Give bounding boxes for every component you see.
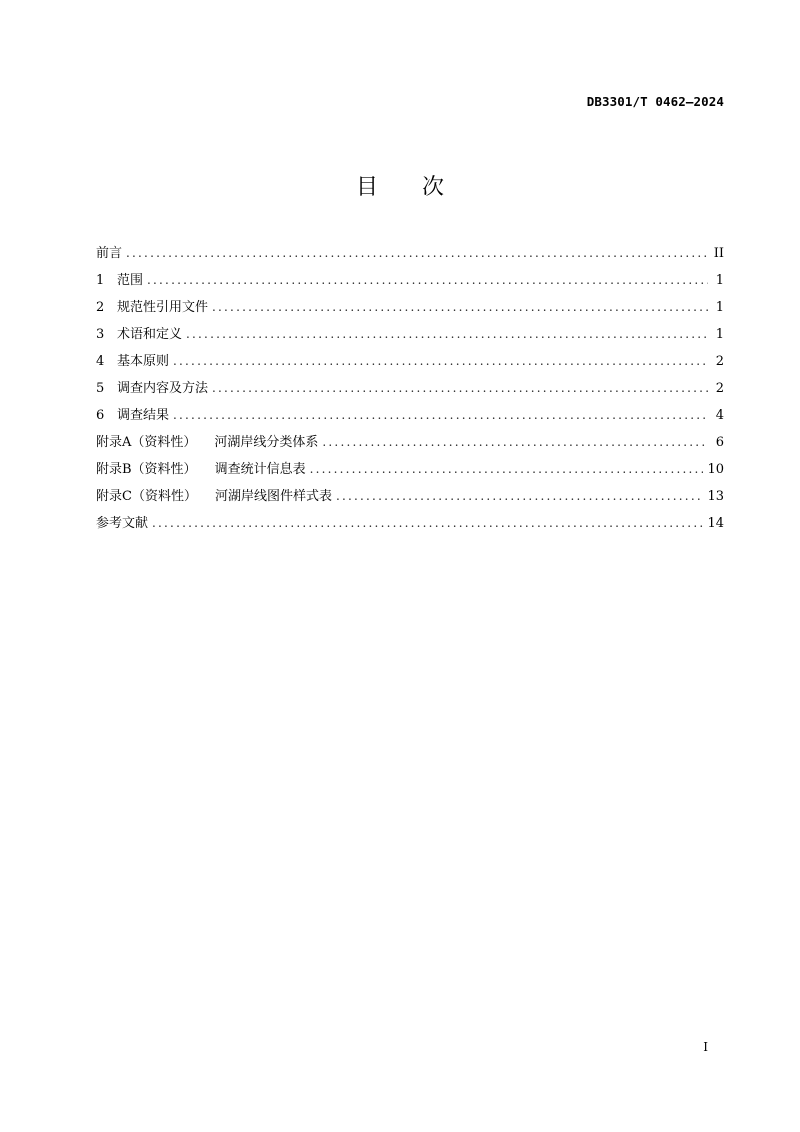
toc-entry-appendix-b[interactable] bbox=[96, 458, 724, 485]
toc-entry-number: 5 bbox=[96, 381, 105, 396]
toc-entry-page: 1 bbox=[715, 327, 724, 342]
toc-title bbox=[0, 170, 800, 201]
toc-entry-terms-definitions[interactable] bbox=[96, 323, 724, 350]
toc-entry-page: 2 bbox=[715, 354, 724, 369]
toc-entry-survey-results[interactable] bbox=[96, 404, 724, 431]
table-of-contents bbox=[96, 242, 724, 539]
toc-leader-dots bbox=[147, 273, 708, 287]
toc-leader-dots bbox=[212, 300, 708, 314]
toc-entry-scope[interactable] bbox=[96, 269, 724, 296]
toc-entry-label: 调查结果 bbox=[117, 408, 170, 423]
toc-entry-page: 6 bbox=[715, 435, 724, 450]
appendix-title: 调查统计信息表 bbox=[214, 462, 306, 477]
toc-entry-normative-references[interactable] bbox=[96, 296, 724, 323]
toc-entry-appendix-c[interactable] bbox=[96, 485, 724, 512]
appendix-title: 河湖岸线图件样式表 bbox=[214, 489, 332, 504]
appendix-designation: 附录C（资料性） bbox=[96, 489, 197, 504]
toc-leader-dots bbox=[173, 354, 708, 368]
document-code: DB3301/T 0462—2024 bbox=[586, 94, 724, 109]
toc-entry-page: 4 bbox=[715, 408, 724, 423]
appendix-designation: 附录A（资料性） bbox=[96, 435, 197, 450]
toc-entry-label: 范围 bbox=[117, 273, 144, 288]
appendix-title: 河湖岸线分类体系 bbox=[214, 435, 319, 450]
toc-leader-dots bbox=[126, 246, 708, 260]
toc-entry-label bbox=[96, 431, 318, 450]
page-number: I bbox=[703, 1040, 708, 1054]
toc-leader-dots bbox=[173, 408, 708, 422]
toc-entry-page: 2 bbox=[715, 381, 724, 396]
toc-title-char-1: 目 bbox=[355, 175, 378, 200]
toc-leader-dots bbox=[152, 516, 703, 530]
toc-entry-page: 10 bbox=[707, 462, 724, 477]
toc-entry-label: 调查内容及方法 bbox=[117, 381, 209, 396]
toc-leader-dots bbox=[336, 489, 703, 503]
toc-entry-number: 3 bbox=[96, 327, 105, 342]
toc-entry-basic-principles[interactable] bbox=[96, 350, 724, 377]
toc-entry-number: 6 bbox=[96, 408, 105, 423]
toc-entry-number: 4 bbox=[96, 354, 105, 369]
toc-entry-page: 14 bbox=[707, 516, 724, 531]
toc-entry-page: 1 bbox=[715, 273, 724, 288]
toc-leader-dots bbox=[310, 462, 704, 476]
toc-entry-label bbox=[96, 458, 306, 477]
toc-entry-page: 1 bbox=[715, 300, 724, 315]
toc-entry-survey-content-methods[interactable] bbox=[96, 377, 724, 404]
toc-entry-label bbox=[96, 485, 332, 504]
appendix-designation: 附录B（资料性） bbox=[96, 462, 197, 477]
toc-leader-dots bbox=[186, 327, 708, 341]
toc-entry-label: 术语和定义 bbox=[117, 327, 183, 342]
toc-entry-label: 基本原则 bbox=[117, 354, 170, 369]
toc-entry-label: 规范性引用文件 bbox=[117, 300, 209, 315]
toc-entry-number: 1 bbox=[96, 273, 105, 288]
toc-entry-number: 2 bbox=[96, 300, 105, 315]
toc-entry-page: II bbox=[713, 246, 724, 261]
toc-entry-page: 13 bbox=[707, 489, 724, 504]
toc-entry-appendix-a[interactable] bbox=[96, 431, 724, 458]
toc-title-char-2: 次 bbox=[422, 175, 445, 200]
toc-entry-bibliography[interactable] bbox=[96, 512, 724, 539]
toc-leader-dots bbox=[322, 435, 708, 449]
toc-entry-label: 参考文献 bbox=[96, 516, 149, 531]
toc-entry-label: 前言 bbox=[96, 246, 123, 261]
toc-entry-foreword[interactable] bbox=[96, 242, 724, 269]
toc-leader-dots bbox=[212, 381, 708, 395]
